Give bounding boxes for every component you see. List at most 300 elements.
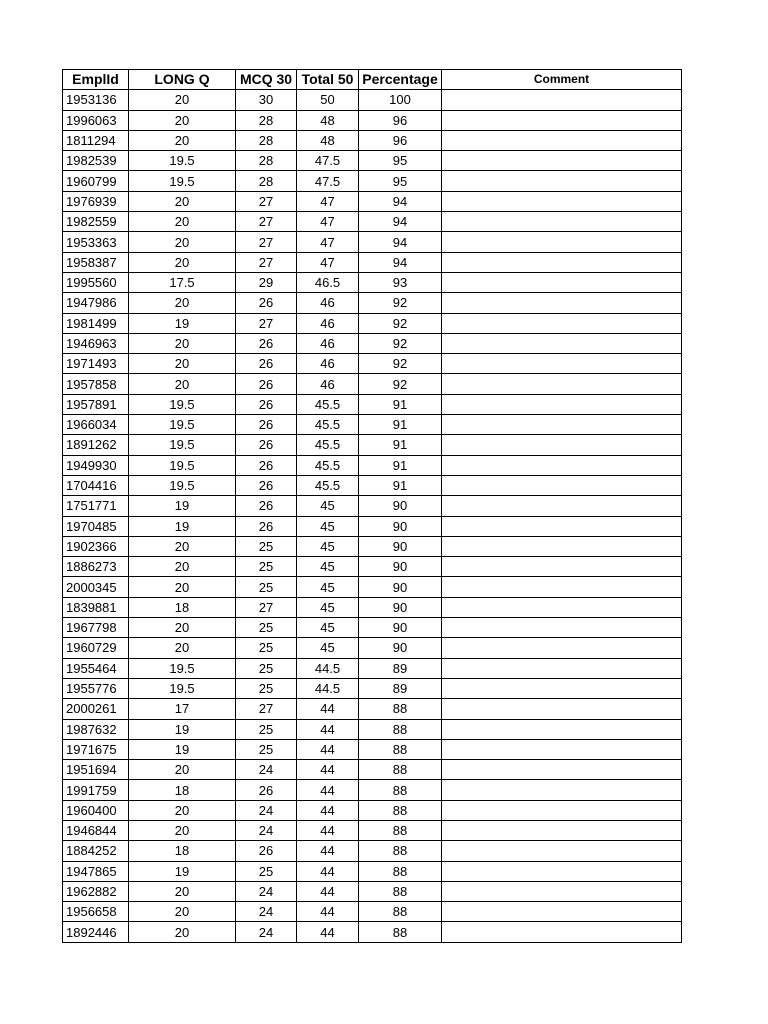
- emplid-cell: 2000345: [63, 577, 129, 597]
- total-cell: 44: [297, 841, 359, 861]
- percentage-cell: 94: [359, 212, 442, 232]
- emplid-cell: 1960400: [63, 800, 129, 820]
- percentage-cell: 93: [359, 272, 442, 292]
- mcq-cell: 24: [236, 881, 297, 901]
- long-q-cell: 19: [129, 496, 236, 516]
- percentage-cell: 90: [359, 597, 442, 617]
- percentage-cell: 100: [359, 90, 442, 110]
- emplid-cell: 1951694: [63, 760, 129, 780]
- comment-cell: [442, 841, 682, 861]
- mcq-cell: 25: [236, 678, 297, 698]
- total-cell: 47.5: [297, 171, 359, 191]
- mcq-cell: 26: [236, 841, 297, 861]
- percentage-cell: 92: [359, 374, 442, 394]
- emplid-cell: 1996063: [63, 110, 129, 130]
- total-cell: 45: [297, 597, 359, 617]
- percentage-cell: 88: [359, 881, 442, 901]
- comment-cell: [442, 293, 682, 313]
- header-mcq-30: MCQ 30: [236, 70, 297, 90]
- table-row: [63, 90, 682, 110]
- emplid-cell: 1949930: [63, 455, 129, 475]
- table-row: [63, 780, 682, 800]
- long-q-cell: 20: [129, 557, 236, 577]
- table-row: [63, 171, 682, 191]
- total-cell: 46: [297, 333, 359, 353]
- table-row: [63, 435, 682, 455]
- long-q-cell: 18: [129, 841, 236, 861]
- table-row: [63, 658, 682, 678]
- emplid-cell: 2000261: [63, 699, 129, 719]
- long-q-cell: 19.5: [129, 475, 236, 495]
- percentage-cell: 90: [359, 557, 442, 577]
- score-sheet: [62, 69, 682, 943]
- table-row: [63, 597, 682, 617]
- header-long-q: LONG Q: [129, 70, 236, 90]
- comment-cell: [442, 171, 682, 191]
- total-cell: 45.5: [297, 415, 359, 435]
- emplid-cell: 1982559: [63, 212, 129, 232]
- table-row: [63, 455, 682, 475]
- total-cell: 44: [297, 739, 359, 759]
- table-row: [63, 861, 682, 881]
- comment-cell: [442, 151, 682, 171]
- total-cell: 50: [297, 90, 359, 110]
- table-row: [63, 496, 682, 516]
- table-row: [63, 577, 682, 597]
- long-q-cell: 19.5: [129, 658, 236, 678]
- long-q-cell: 20: [129, 374, 236, 394]
- comment-cell: [442, 191, 682, 211]
- long-q-cell: 20: [129, 536, 236, 556]
- table-row: [63, 374, 682, 394]
- table-row: [63, 719, 682, 739]
- long-q-cell: 19.5: [129, 171, 236, 191]
- mcq-cell: 26: [236, 394, 297, 414]
- percentage-cell: 88: [359, 800, 442, 820]
- long-q-cell: 20: [129, 110, 236, 130]
- long-q-cell: 19: [129, 719, 236, 739]
- percentage-cell: 90: [359, 577, 442, 597]
- comment-cell: [442, 354, 682, 374]
- mcq-cell: 26: [236, 333, 297, 353]
- table-row: [63, 699, 682, 719]
- emplid-cell: 1971493: [63, 354, 129, 374]
- total-cell: 45.5: [297, 394, 359, 414]
- total-cell: 44: [297, 699, 359, 719]
- comment-cell: [442, 820, 682, 840]
- emplid-cell: 1902366: [63, 536, 129, 556]
- long-q-cell: 20: [129, 333, 236, 353]
- percentage-cell: 91: [359, 475, 442, 495]
- emplid-cell: 1811294: [63, 130, 129, 150]
- table-row: [63, 252, 682, 272]
- comment-cell: [442, 536, 682, 556]
- mcq-cell: 26: [236, 496, 297, 516]
- table-row: [63, 536, 682, 556]
- table-row: [63, 516, 682, 536]
- percentage-cell: 92: [359, 293, 442, 313]
- long-q-cell: 19: [129, 861, 236, 881]
- long-q-cell: 20: [129, 130, 236, 150]
- total-cell: 44.5: [297, 678, 359, 698]
- emplid-cell: 1946963: [63, 333, 129, 353]
- mcq-cell: 29: [236, 272, 297, 292]
- percentage-cell: 88: [359, 780, 442, 800]
- mcq-cell: 25: [236, 658, 297, 678]
- percentage-cell: 92: [359, 313, 442, 333]
- total-cell: 45: [297, 496, 359, 516]
- long-q-cell: 18: [129, 780, 236, 800]
- percentage-cell: 90: [359, 516, 442, 536]
- mcq-cell: 27: [236, 252, 297, 272]
- scores-table: [62, 69, 682, 943]
- long-q-cell: 20: [129, 922, 236, 942]
- mcq-cell: 27: [236, 313, 297, 333]
- percentage-cell: 90: [359, 618, 442, 638]
- table-row: [63, 800, 682, 820]
- long-q-cell: 20: [129, 881, 236, 901]
- table-row: [63, 902, 682, 922]
- total-cell: 46: [297, 354, 359, 374]
- percentage-cell: 89: [359, 678, 442, 698]
- total-cell: 44: [297, 902, 359, 922]
- table-row: [63, 191, 682, 211]
- header-comment: Comment: [442, 70, 682, 90]
- comment-cell: [442, 557, 682, 577]
- header-row: [63, 70, 682, 90]
- percentage-cell: 91: [359, 394, 442, 414]
- total-cell: 44: [297, 820, 359, 840]
- percentage-cell: 90: [359, 638, 442, 658]
- percentage-cell: 88: [359, 902, 442, 922]
- mcq-cell: 24: [236, 902, 297, 922]
- long-q-cell: 20: [129, 760, 236, 780]
- long-q-cell: 20: [129, 618, 236, 638]
- mcq-cell: 24: [236, 760, 297, 780]
- mcq-cell: 26: [236, 354, 297, 374]
- percentage-cell: 96: [359, 130, 442, 150]
- percentage-cell: 94: [359, 252, 442, 272]
- percentage-cell: 88: [359, 922, 442, 942]
- comment-cell: [442, 435, 682, 455]
- comment-cell: [442, 415, 682, 435]
- comment-cell: [442, 516, 682, 536]
- comment-cell: [442, 618, 682, 638]
- total-cell: 44.5: [297, 658, 359, 678]
- percentage-cell: 88: [359, 739, 442, 759]
- mcq-cell: 27: [236, 597, 297, 617]
- total-cell: 46: [297, 293, 359, 313]
- mcq-cell: 26: [236, 415, 297, 435]
- emplid-cell: 1981499: [63, 313, 129, 333]
- long-q-cell: 19.5: [129, 435, 236, 455]
- percentage-cell: 91: [359, 415, 442, 435]
- table-row: [63, 394, 682, 414]
- comment-cell: [442, 597, 682, 617]
- total-cell: 45: [297, 557, 359, 577]
- long-q-cell: 20: [129, 638, 236, 658]
- comment-cell: [442, 861, 682, 881]
- percentage-cell: 95: [359, 171, 442, 191]
- table-row: [63, 820, 682, 840]
- header-percentage: Percentage: [359, 70, 442, 90]
- emplid-cell: 1957891: [63, 394, 129, 414]
- table-row: [63, 333, 682, 353]
- table-row: [63, 110, 682, 130]
- mcq-cell: 24: [236, 820, 297, 840]
- total-cell: 44: [297, 922, 359, 942]
- long-q-cell: 19.5: [129, 415, 236, 435]
- long-q-cell: 19.5: [129, 678, 236, 698]
- table-row: [63, 841, 682, 861]
- total-cell: 44: [297, 780, 359, 800]
- comment-cell: [442, 678, 682, 698]
- table-row: [63, 272, 682, 292]
- long-q-cell: 20: [129, 902, 236, 922]
- table-row: [63, 212, 682, 232]
- long-q-cell: 19: [129, 516, 236, 536]
- long-q-cell: 19.5: [129, 394, 236, 414]
- long-q-cell: 20: [129, 293, 236, 313]
- comment-cell: [442, 496, 682, 516]
- mcq-cell: 24: [236, 922, 297, 942]
- mcq-cell: 25: [236, 557, 297, 577]
- table-body: [63, 90, 682, 942]
- long-q-cell: 19.5: [129, 151, 236, 171]
- mcq-cell: 28: [236, 171, 297, 191]
- comment-cell: [442, 922, 682, 942]
- percentage-cell: 95: [359, 151, 442, 171]
- emplid-cell: 1976939: [63, 191, 129, 211]
- mcq-cell: 25: [236, 861, 297, 881]
- total-cell: 48: [297, 110, 359, 130]
- emplid-cell: 1960729: [63, 638, 129, 658]
- total-cell: 45: [297, 577, 359, 597]
- comment-cell: [442, 394, 682, 414]
- mcq-cell: 26: [236, 455, 297, 475]
- emplid-cell: 1967798: [63, 618, 129, 638]
- long-q-cell: 20: [129, 252, 236, 272]
- comment-cell: [442, 739, 682, 759]
- emplid-cell: 1751771: [63, 496, 129, 516]
- long-q-cell: 20: [129, 800, 236, 820]
- emplid-cell: 1960799: [63, 171, 129, 191]
- mcq-cell: 26: [236, 374, 297, 394]
- comment-cell: [442, 313, 682, 333]
- total-cell: 47: [297, 252, 359, 272]
- emplid-cell: 1982539: [63, 151, 129, 171]
- total-cell: 44: [297, 861, 359, 881]
- mcq-cell: 26: [236, 475, 297, 495]
- emplid-cell: 1995560: [63, 272, 129, 292]
- percentage-cell: 88: [359, 861, 442, 881]
- table-row: [63, 922, 682, 942]
- long-q-cell: 20: [129, 191, 236, 211]
- total-cell: 45: [297, 516, 359, 536]
- mcq-cell: 28: [236, 110, 297, 130]
- emplid-cell: 1970485: [63, 516, 129, 536]
- long-q-cell: 19: [129, 739, 236, 759]
- comment-cell: [442, 272, 682, 292]
- comment-cell: [442, 232, 682, 252]
- percentage-cell: 91: [359, 455, 442, 475]
- total-cell: 45.5: [297, 475, 359, 495]
- total-cell: 44: [297, 760, 359, 780]
- emplid-cell: 1884252: [63, 841, 129, 861]
- comment-cell: [442, 658, 682, 678]
- percentage-cell: 88: [359, 699, 442, 719]
- total-cell: 47: [297, 212, 359, 232]
- percentage-cell: 88: [359, 841, 442, 861]
- emplid-cell: 1946844: [63, 820, 129, 840]
- comment-cell: [442, 780, 682, 800]
- emplid-cell: 1953363: [63, 232, 129, 252]
- emplid-cell: 1971675: [63, 739, 129, 759]
- total-cell: 47.5: [297, 151, 359, 171]
- mcq-cell: 26: [236, 780, 297, 800]
- emplid-cell: 1891262: [63, 435, 129, 455]
- table-row: [63, 293, 682, 313]
- comment-cell: [442, 800, 682, 820]
- table-row: [63, 881, 682, 901]
- table-row: [63, 760, 682, 780]
- emplid-cell: 1839881: [63, 597, 129, 617]
- long-q-cell: 17: [129, 699, 236, 719]
- mcq-cell: 25: [236, 719, 297, 739]
- mcq-cell: 30: [236, 90, 297, 110]
- long-q-cell: 20: [129, 820, 236, 840]
- emplid-cell: 1947865: [63, 861, 129, 881]
- mcq-cell: 25: [236, 577, 297, 597]
- mcq-cell: 25: [236, 638, 297, 658]
- comment-cell: [442, 638, 682, 658]
- total-cell: 47: [297, 232, 359, 252]
- total-cell: 45.5: [297, 435, 359, 455]
- emplid-cell: 1987632: [63, 719, 129, 739]
- table-row: [63, 678, 682, 698]
- emplid-cell: 1958387: [63, 252, 129, 272]
- comment-cell: [442, 719, 682, 739]
- long-q-cell: 20: [129, 212, 236, 232]
- mcq-cell: 27: [236, 191, 297, 211]
- long-q-cell: 19.5: [129, 455, 236, 475]
- comment-cell: [442, 252, 682, 272]
- total-cell: 48: [297, 130, 359, 150]
- emplid-cell: 1947986: [63, 293, 129, 313]
- mcq-cell: 28: [236, 130, 297, 150]
- total-cell: 46: [297, 374, 359, 394]
- percentage-cell: 89: [359, 658, 442, 678]
- mcq-cell: 25: [236, 739, 297, 759]
- table-row: [63, 557, 682, 577]
- table-row: [63, 313, 682, 333]
- emplid-cell: 1966034: [63, 415, 129, 435]
- mcq-cell: 26: [236, 516, 297, 536]
- percentage-cell: 96: [359, 110, 442, 130]
- comment-cell: [442, 699, 682, 719]
- emplid-cell: 1704416: [63, 475, 129, 495]
- total-cell: 45.5: [297, 455, 359, 475]
- total-cell: 45: [297, 618, 359, 638]
- mcq-cell: 27: [236, 212, 297, 232]
- emplid-cell: 1991759: [63, 780, 129, 800]
- mcq-cell: 26: [236, 435, 297, 455]
- table-row: [63, 739, 682, 759]
- comment-cell: [442, 760, 682, 780]
- comment-cell: [442, 902, 682, 922]
- table-row: [63, 415, 682, 435]
- table-row: [63, 130, 682, 150]
- emplid-cell: 1953136: [63, 90, 129, 110]
- mcq-cell: 25: [236, 536, 297, 556]
- emplid-cell: 1886273: [63, 557, 129, 577]
- emplid-cell: 1956658: [63, 902, 129, 922]
- comment-cell: [442, 130, 682, 150]
- long-q-cell: 20: [129, 354, 236, 374]
- mcq-cell: 27: [236, 699, 297, 719]
- percentage-cell: 88: [359, 820, 442, 840]
- percentage-cell: 94: [359, 232, 442, 252]
- total-cell: 45: [297, 536, 359, 556]
- percentage-cell: 88: [359, 760, 442, 780]
- emplid-cell: 1962882: [63, 881, 129, 901]
- percentage-cell: 92: [359, 354, 442, 374]
- comment-cell: [442, 475, 682, 495]
- mcq-cell: 24: [236, 800, 297, 820]
- table-row: [63, 475, 682, 495]
- total-cell: 44: [297, 719, 359, 739]
- percentage-cell: 91: [359, 435, 442, 455]
- total-cell: 46: [297, 313, 359, 333]
- mcq-cell: 25: [236, 618, 297, 638]
- percentage-cell: 88: [359, 719, 442, 739]
- comment-cell: [442, 90, 682, 110]
- comment-cell: [442, 110, 682, 130]
- table-row: [63, 618, 682, 638]
- total-cell: 45: [297, 638, 359, 658]
- emplid-cell: 1957858: [63, 374, 129, 394]
- mcq-cell: 27: [236, 232, 297, 252]
- emplid-cell: 1955464: [63, 658, 129, 678]
- table-row: [63, 151, 682, 171]
- percentage-cell: 90: [359, 536, 442, 556]
- comment-cell: [442, 881, 682, 901]
- total-cell: 46.5: [297, 272, 359, 292]
- comment-cell: [442, 374, 682, 394]
- comment-cell: [442, 333, 682, 353]
- total-cell: 44: [297, 881, 359, 901]
- long-q-cell: 20: [129, 577, 236, 597]
- table-row: [63, 232, 682, 252]
- long-q-cell: 20: [129, 90, 236, 110]
- percentage-cell: 94: [359, 191, 442, 211]
- long-q-cell: 20: [129, 232, 236, 252]
- comment-cell: [442, 212, 682, 232]
- mcq-cell: 26: [236, 293, 297, 313]
- emplid-cell: 1955776: [63, 678, 129, 698]
- table-row: [63, 354, 682, 374]
- table-row: [63, 638, 682, 658]
- percentage-cell: 90: [359, 496, 442, 516]
- long-q-cell: 17.5: [129, 272, 236, 292]
- header-emplid: EmplId: [63, 70, 129, 90]
- emplid-cell: 1892446: [63, 922, 129, 942]
- comment-cell: [442, 455, 682, 475]
- total-cell: 44: [297, 800, 359, 820]
- percentage-cell: 92: [359, 333, 442, 353]
- comment-cell: [442, 577, 682, 597]
- header-total-50: Total 50: [297, 70, 359, 90]
